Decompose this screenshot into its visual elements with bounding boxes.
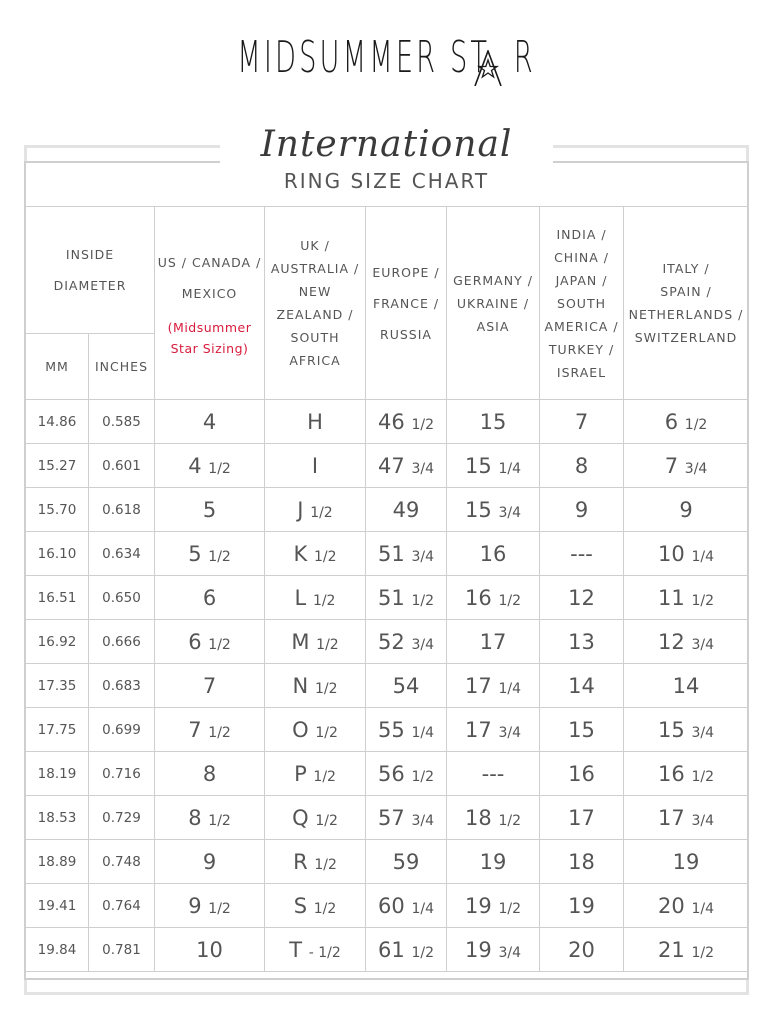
cell-germany [447,444,540,488]
cell-uk [265,752,366,796]
cell-us [155,488,265,532]
size-whole: 46 [378,409,405,434]
size-whole: --- [570,541,593,566]
cell-germany [447,664,540,708]
cell-uk [265,796,366,840]
cell-mm: 17.75 [26,708,89,752]
header-us-canada-mexico: US / CANADA / MEXICO (Midsummer Star Sizing) [155,207,265,400]
cell-inches: 0.699 [89,708,155,752]
size-whole: 8 [574,453,589,478]
size-whole: 17 [568,805,595,830]
cell-germany [447,488,540,532]
cell-uk [265,840,366,884]
size-whole: 51 [378,585,405,610]
size-fraction: 1/2 [312,592,336,609]
size-whole: 55 [378,717,405,742]
size-whole: 5 [188,541,202,566]
size-whole: H [307,409,323,434]
cell-italy [624,488,749,532]
size-whole: 15 [568,717,595,742]
cell-italy [624,444,749,488]
cell-us [155,928,265,972]
size-whole: 17 [479,629,507,654]
size-whole: 16 [479,541,507,566]
cell-mm: 15.27 [26,444,89,488]
size-whole: 49 [392,497,420,522]
table-row [26,708,749,752]
size-whole: O [292,717,309,742]
table-row [26,796,749,840]
size-whole: 7 [202,673,217,698]
cell-india [540,708,624,752]
cell-germany [447,884,540,928]
cell-europe [366,708,447,752]
size-fraction: 1/2 [208,724,231,741]
size-whole: 6 [188,629,202,654]
cell-europe [366,620,447,664]
size-whole: 15 [465,497,492,522]
cell-uk [265,708,366,752]
header-germany: GERMANY / UKRAINE / ASIA [447,207,540,400]
cell-germany [447,708,540,752]
size-whole: 18 [465,805,492,830]
size-whole: 15 [479,409,507,434]
size-whole: 4 [202,409,217,434]
cell-mm: 18.53 [26,796,89,840]
size-fraction: 3/4 [498,944,521,961]
size-fraction: 1/2 [208,900,231,917]
size-whole: 20 [658,893,685,918]
cell-india [540,884,624,928]
header-mm: MM [26,334,89,400]
cell-inches: 0.748 [89,840,155,884]
table-row [26,532,749,576]
size-fraction: 1/2 [691,592,714,609]
size-whole: 5 [202,497,217,522]
chart-subtitle: RING SIZE CHART [283,169,490,193]
cell-india [540,664,624,708]
size-fraction: 3/4 [411,636,434,653]
size-whole: 17 [465,717,492,742]
cell-germany [447,796,540,840]
cell-europe [366,444,447,488]
size-whole: --- [481,761,505,786]
size-fraction: 1/2 [498,592,521,609]
size-whole: 59 [392,849,420,874]
header-inches: INCHES [89,334,155,400]
cell-us [155,708,265,752]
size-whole: 56 [378,761,405,786]
size-whole: 17 [465,673,492,698]
cell-europe [366,752,447,796]
size-whole: 54 [392,673,420,698]
size-whole: 6 [202,585,217,610]
cell-uk [265,488,366,532]
table-row [26,752,749,796]
cell-mm: 19.41 [26,884,89,928]
cell-india [540,840,624,884]
size-fraction: 1/2 [411,592,434,609]
cell-uk [265,576,366,620]
cell-europe [366,400,447,444]
cell-mm: 16.51 [26,576,89,620]
cell-germany [447,620,540,664]
size-fraction: 1/2 [691,944,714,961]
size-whole: 15 [658,717,685,742]
cell-europe [366,532,447,576]
size-fraction: 1/2 [208,636,231,653]
size-whole: T [289,937,303,962]
cell-us [155,796,265,840]
size-fraction: 1/2 [314,680,338,697]
header-inside-diameter: INSIDE DIAMETER [26,207,155,334]
cell-europe [366,488,447,532]
size-fraction: 1/2 [208,548,231,565]
cell-india [540,444,624,488]
cell-inches: 0.781 [89,928,155,972]
size-fraction: 1/2 [313,900,337,917]
size-whole: J [297,497,304,522]
table-row [26,664,749,708]
size-fraction: 1/2 [208,812,231,829]
size-fraction: 3/4 [498,724,521,741]
table-row [26,400,749,444]
cell-us [155,664,265,708]
size-fraction: 1/2 [315,724,338,741]
cell-italy [624,752,749,796]
size-fraction: 1/2 [313,548,337,565]
cell-italy [624,576,749,620]
cell-inches: 0.683 [89,664,155,708]
size-fraction: 3/4 [498,504,521,521]
cell-germany [447,752,540,796]
size-fraction: 3/4 [691,812,714,829]
size-whole: 19 [465,893,492,918]
cell-us [155,840,265,884]
size-whole: R [293,849,308,874]
cell-india [540,752,624,796]
ring-size-table [25,206,749,972]
size-whole: 4 [188,453,202,478]
cell-europe [366,840,447,884]
size-fraction: 1/2 [411,768,434,785]
size-fraction: 1/2 [316,636,339,653]
size-whole: 57 [378,805,405,830]
size-whole: 12 [658,629,685,654]
cell-germany [447,840,540,884]
cell-us [155,752,265,796]
size-whole: 18 [568,849,595,874]
cell-uk [265,884,366,928]
size-whole: 19 [465,937,492,962]
size-whole: I [311,453,319,478]
table-row [26,620,749,664]
cell-italy [624,928,749,972]
cell-us [155,884,265,928]
header-europe: EUROPE / FRANCE / RUSSIA [366,207,447,400]
cell-us [155,576,265,620]
size-fraction: 1/2 [498,900,521,917]
size-whole: 16 [568,761,595,786]
cell-mm: 19.84 [26,928,89,972]
cell-mm: 18.19 [26,752,89,796]
size-fraction: 1/2 [208,460,231,477]
brand-name-end: R [513,32,536,83]
size-fraction: 1/2 [411,944,434,961]
size-fraction: 1/2 [684,416,708,433]
cell-inches: 0.585 [89,400,155,444]
cell-india [540,400,624,444]
size-whole: 19 [672,849,700,874]
table-row [26,840,749,884]
cell-italy [624,620,749,664]
size-whole: 10 [658,541,685,566]
size-fraction: 1/4 [411,900,434,917]
table-row [26,884,749,928]
size-whole: 52 [378,629,405,654]
cell-india [540,576,624,620]
size-whole: 11 [658,585,685,610]
midsummer-note: (Midsummer [167,320,252,335]
cell-italy [624,796,749,840]
size-whole: K [293,541,308,566]
size-fraction: 1/2 [691,768,714,785]
cell-italy [624,884,749,928]
cell-mm: 18.89 [26,840,89,884]
cell-italy [624,400,749,444]
size-fraction: 1/4 [691,548,714,565]
size-fraction: 3/4 [691,724,714,741]
size-fraction: 1/2 [314,856,337,873]
cell-inches: 0.716 [89,752,155,796]
cell-europe [366,576,447,620]
cell-mm: 16.92 [26,620,89,664]
size-whole: 9 [679,497,693,522]
size-whole: 17 [658,805,685,830]
size-whole: 10 [196,937,223,962]
cell-europe [366,664,447,708]
size-fraction: 3/4 [411,812,434,829]
size-fraction: 1/2 [313,768,336,785]
size-whole: 12 [568,585,595,610]
size-whole: 7 [188,717,202,742]
cell-inches: 0.601 [89,444,155,488]
cell-germany [447,400,540,444]
size-whole: 6 [664,409,679,434]
size-fraction: - 1/2 [308,944,341,961]
size-fraction: 1/4 [691,900,714,917]
cell-uk [265,400,366,444]
size-fraction: 1/4 [498,680,521,697]
cell-uk [265,664,366,708]
size-whole: 7 [574,409,589,434]
size-whole: 16 [465,585,492,610]
cell-us [155,532,265,576]
size-fraction: 1/2 [315,812,338,829]
table-row [26,444,749,488]
cell-us [155,444,265,488]
cell-india [540,928,624,972]
cell-italy [624,664,749,708]
cell-uk [265,928,366,972]
cell-mm: 15.70 [26,488,89,532]
cell-inches: 0.666 [89,620,155,664]
size-whole: 9 [188,893,202,918]
script-title: International [220,122,553,168]
size-whole: 19 [568,893,595,918]
brand-name: MIDSUMMER ST [237,32,491,83]
cell-uk [265,532,366,576]
cell-us [155,620,265,664]
size-whole: 47 [378,453,405,478]
size-whole: 60 [378,893,405,918]
size-whole: 15 [465,453,492,478]
size-fraction: 3/4 [411,460,434,477]
cell-india [540,488,624,532]
size-whole: 14 [672,673,700,698]
header-row [26,207,749,334]
cell-inches: 0.634 [89,532,155,576]
table-row [26,928,749,972]
size-whole: N [292,673,309,698]
size-whole: 8 [188,805,202,830]
cell-uk [265,620,366,664]
cell-inches: 0.729 [89,796,155,840]
size-fraction: 1/2 [310,504,333,521]
size-fraction: 1/2 [411,416,434,433]
table-row [26,576,749,620]
cell-inches: 0.764 [89,884,155,928]
size-whole: 7 [664,453,679,478]
size-fraction: 1/4 [411,724,434,741]
size-whole: 21 [658,937,685,962]
size-whole: 51 [378,541,405,566]
cell-europe [366,928,447,972]
cell-germany [447,532,540,576]
cell-germany [447,576,540,620]
size-whole: 9 [202,849,217,874]
header-india: INDIA / CHINA / JAPAN / SOUTH AMERICA / TURKEY / ISRAEL [540,207,624,400]
cell-mm: 17.35 [26,664,89,708]
star-icon [473,50,503,86]
table-row [26,488,749,532]
cell-india [540,796,624,840]
size-whole: 20 [568,937,595,962]
size-whole: L [294,585,307,610]
cell-europe [366,796,447,840]
brand-logo [147,32,626,92]
cell-inches: 0.618 [89,488,155,532]
size-fraction: 1/4 [498,460,521,477]
size-whole: 16 [658,761,685,786]
size-whole: 61 [378,937,405,962]
size-fraction: 3/4 [691,636,714,653]
size-fraction: 3/4 [684,460,708,477]
cell-inches: 0.650 [89,576,155,620]
size-whole: Q [292,805,309,830]
size-fraction: 1/2 [498,812,521,829]
cell-italy [624,840,749,884]
size-whole: 19 [479,849,507,874]
size-fraction: 3/4 [411,548,434,565]
size-whole: 8 [202,761,217,786]
size-whole: P [294,761,307,786]
header-italy: ITALY / SPAIN / NETHERLANDS / SWITZERLAND [624,207,749,400]
size-whole: 9 [574,497,589,522]
header-uk: UK / AUSTRALIA / NEW ZEALAND / SOUTH AFRICA [265,207,366,400]
cell-uk [265,444,366,488]
size-whole: M [291,629,310,654]
size-rows [26,400,749,972]
size-whole: 13 [568,629,595,654]
cell-europe [366,884,447,928]
size-whole: S [293,893,308,918]
cell-italy [624,532,749,576]
cell-mm: 16.10 [26,532,89,576]
cell-italy [624,708,749,752]
cell-germany [447,928,540,972]
size-whole: 14 [568,673,595,698]
cell-india [540,620,624,664]
cell-mm: 14.86 [26,400,89,444]
cell-india [540,532,624,576]
cell-us [155,400,265,444]
